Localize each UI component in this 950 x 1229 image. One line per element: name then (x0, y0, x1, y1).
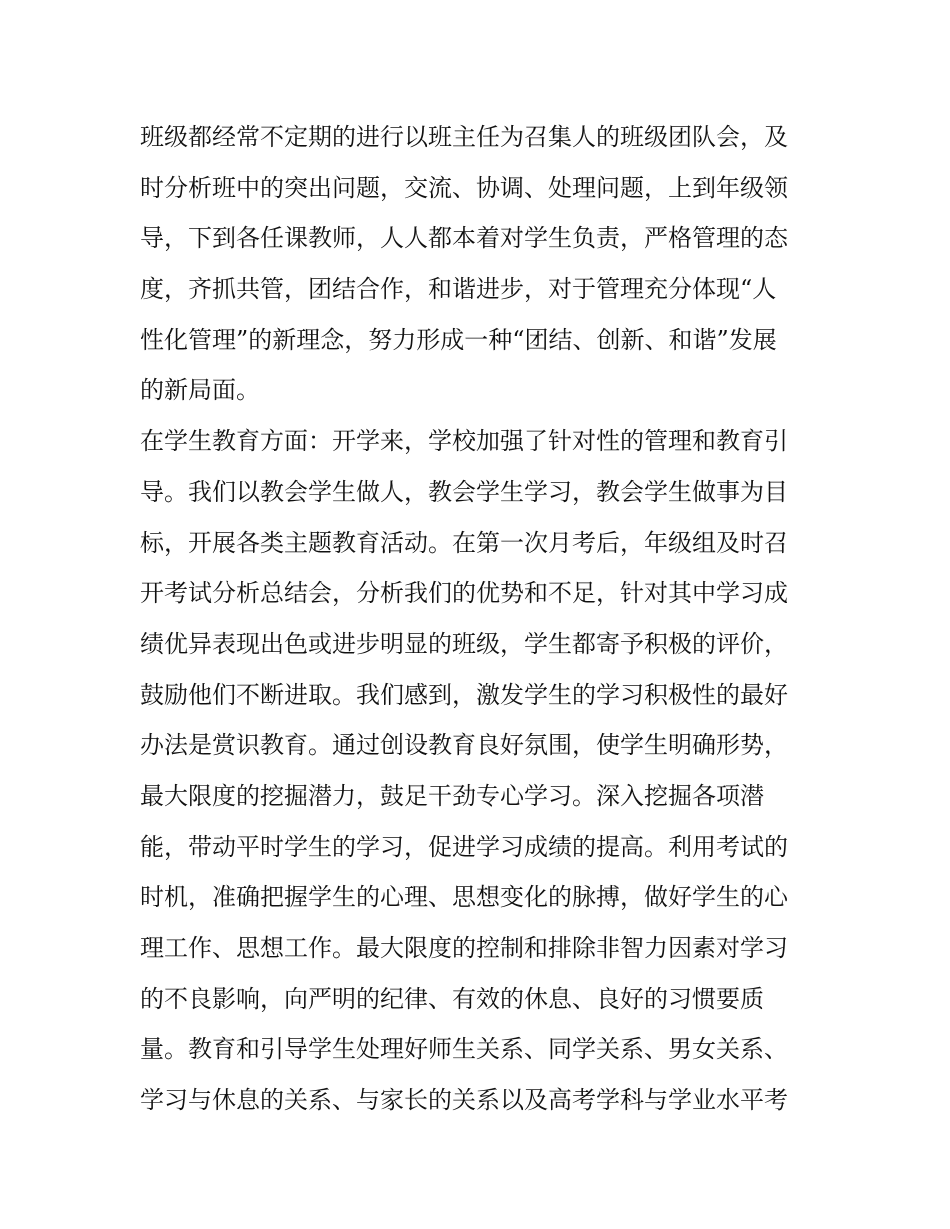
text-line: 理工作、思想工作。最大限度的控制和排除非智力因素对学习 (140, 934, 788, 962)
text-line: 办法是赏识教育。通过创设教育良好氛围，使学生明确形势， (140, 731, 788, 760)
text-line: 性化管理”的新理念，努力形成一种“团结、创新、和谐”发展 (140, 325, 777, 354)
text-line: 时分析班中的突出问题，交流、协调、处理问题，上到年级领 (140, 173, 788, 202)
text-line: 度，齐抓共管，团结合作，和谐进步，对于管理充分体现“人 (140, 275, 777, 304)
text-line: 最大限度的挖掘潜力，鼓足干劲专心学习。深入挖掘各项潜 (140, 781, 764, 810)
text-line: 能，带动平时学生的学习，促进学习成绩的提高。利用考试的 (140, 832, 788, 861)
text-line: 在学生教育方面：开学来，学校加强了针对性的管理和教育引 (140, 427, 788, 456)
body-text (140, 112, 830, 1126)
text-line: 量。教育和引导学生处理好师生关系、同学关系、男女关系、 (140, 1035, 788, 1064)
text-line: 的新局面。 (140, 376, 260, 405)
text-line: 的不良影响，向严明的纪律、有效的休息、良好的习惯要质 (140, 984, 764, 1013)
text-line: 开考试分析总结会，分析我们的优势和不足，针对其中学习成 (140, 579, 788, 608)
text-line: 学习与休息的关系、与家长的关系以及高考学科与学业水平考 (140, 1086, 788, 1115)
text-line: 时机，准确把握学生的心理、思想变化的脉搏，做好学生的心 (140, 883, 788, 912)
text-line: 绩优异表现出色或进步明显的班级，学生都寄予积极的评价， (140, 629, 788, 658)
text-line: 导，下到各任课教师，人人都本着对学生负责，严格管理的态 (140, 224, 788, 253)
text-line: 标，开展各类主题教育活动。在第一次月考后，年级组及时召 (140, 528, 788, 557)
text-line: 班级都经常不定期的进行以班主任为召集人的班级团队会，及 (140, 123, 788, 151)
text-line: 导。我们以教会学生做人，教会学生学习，教会学生做事为目 (140, 477, 788, 506)
text-line: 鼓励他们不断进取。我们感到，激发学生的学习积极性的最好 (140, 680, 788, 709)
